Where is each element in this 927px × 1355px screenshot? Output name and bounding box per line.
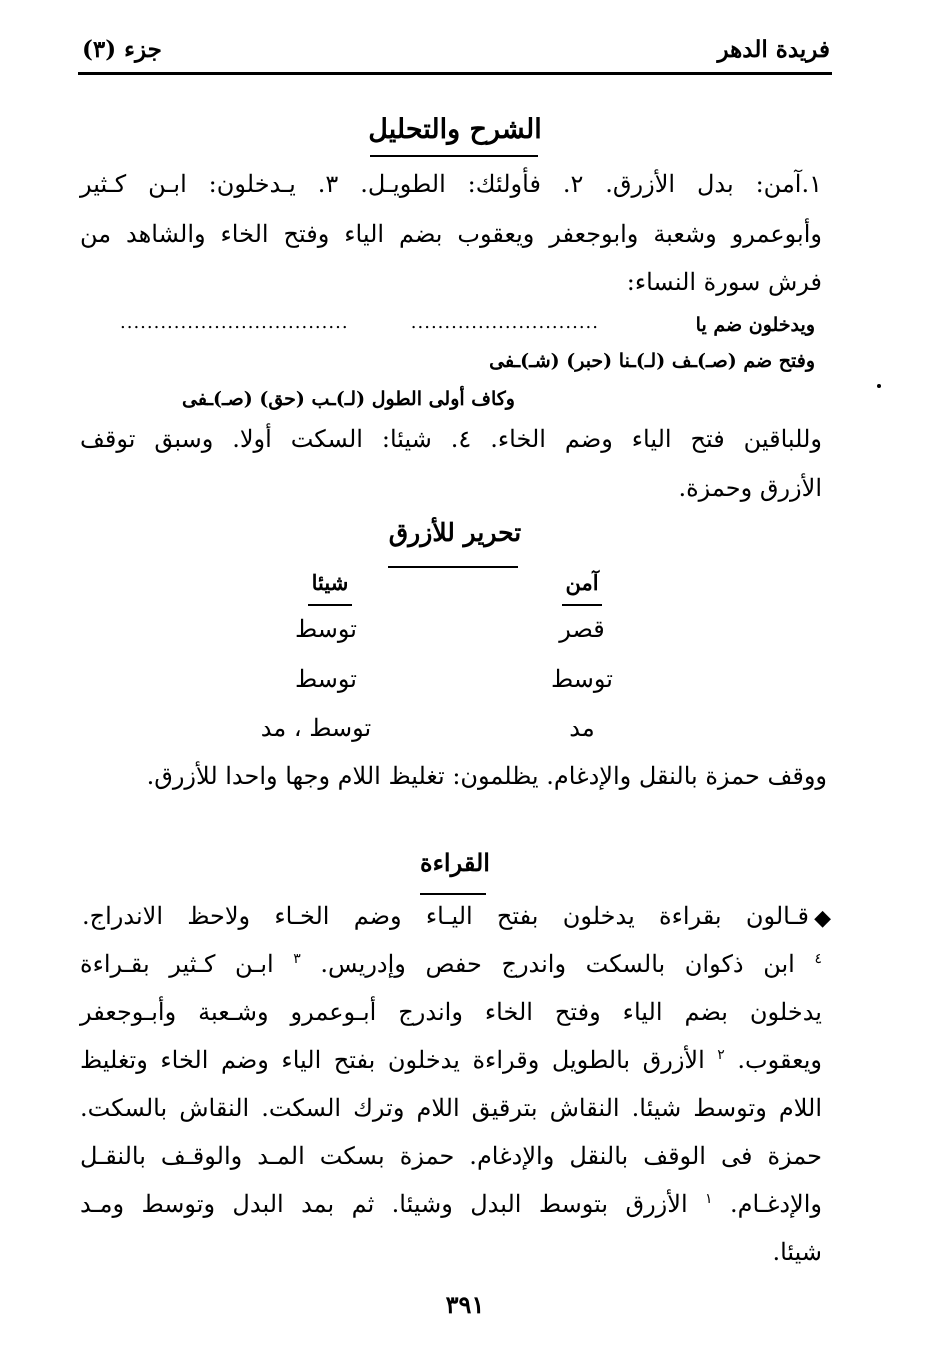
verse-dots-middle: ............................ (410, 312, 599, 333)
verse-dots-left: .................................. (120, 312, 349, 333)
footnote-marker: ٣ (293, 951, 301, 967)
sharh-line-4: وللباقين فتح الياء وضم الخاء. ٤. شيئا: السكت أولا. وسبق توقف (80, 425, 822, 453)
verse-line-2: وفتح ضم (صـ)ـف (لـ)ـنا (حبر) (شـ)ـفى (489, 350, 815, 372)
qiraa-line-4-part-a: ويعقوب. (737, 1046, 822, 1074)
sharh-line-3: فرش سورة النساء: (626, 268, 822, 296)
scan-speck (877, 384, 881, 388)
table-cell: توسط (295, 665, 357, 693)
column-header-shayan: شيئا (311, 570, 349, 595)
sharh-line-2: وأبوعمرو وشعبة وابوجعفر ويعقوب بضم الياء وفتح الخاء والشاهد من (80, 220, 822, 248)
sharh-line-1: ١.آمن: بدل الأزرق. ٢. فأولئك: الطويـل. ٣. يـدخلون: ابـن كـثير (80, 170, 822, 198)
table-cell: توسط ، مد (260, 714, 372, 742)
qiraa-line-7-part-a: والإدغـام. (729, 1190, 822, 1218)
footnote-marker: ٤ (814, 951, 822, 967)
verse-line-1: ويدخلون ضم يا (695, 314, 815, 336)
tahrir-note: ووقف حمزة بالنقل والإدغام. يظلمون: تغليظ اللام وجها واحدا للأزرق. (146, 762, 827, 790)
qiraa-line-6: حمزة فى الوقف بالنقل والإدغام. حمزة بسكت المـد والوقـف بالنقـل (80, 1142, 822, 1170)
qiraa-line-2 (80, 950, 822, 978)
sharh-heading: الشرح والتحليل (368, 114, 542, 145)
tahrir-heading-underline (388, 566, 518, 568)
column-header-amana-underline (562, 604, 602, 606)
verse-line-3: وكاف أولى الطول (لـ)ـب (حق) (صـ)ـفى (182, 388, 515, 410)
volume-label: جزء (٣) (82, 36, 162, 63)
column-header-amana: آمن (565, 570, 599, 595)
footnote-marker: ٢ (717, 1047, 725, 1063)
qiraa-heading: القراءة (420, 848, 490, 877)
sharh-line-5: الأزرق وحمزة. (678, 474, 822, 502)
table-cell: توسط (295, 615, 357, 643)
qiraa-line-4 (80, 1046, 822, 1074)
qiraa-line-2-part-a: ابن ذكوان بالسكت واندرج حفص وإدريس. (320, 950, 795, 978)
header-rule (78, 72, 832, 75)
footnote-marker: ١ (705, 1191, 713, 1207)
page-number: ٣٩١ (445, 1290, 485, 1319)
table-cell: توسط (551, 665, 613, 693)
tahrir-heading: تحرير للأزرق (388, 518, 522, 547)
table-cell: قصر (559, 615, 605, 643)
sharh-heading-underline (370, 155, 538, 157)
qiraa-line-8: شيئا. (772, 1238, 822, 1266)
book-title: فريدة الدهر (717, 36, 830, 63)
column-header-shayan-underline (308, 604, 352, 606)
qiraa-heading-underline (420, 893, 486, 895)
qiraa-line-5: اللام وتوسط شيئا. النقاش بترقيق اللام وترك السكت. النقاش بالسكت. (80, 1094, 822, 1122)
qiraa-line-7 (80, 1190, 822, 1218)
qiraa-line-7-part-b: الأزرق بتوسط البدل وشيئا. ثم بمد البدل وتوسط ومـد (80, 1190, 688, 1218)
qiraa-line-4-part-b: الأزرق بالطويل وقراءة يدخلون بفتح الياء وضم الخاء وتغليظ (80, 1046, 705, 1074)
table-cell: مد (569, 714, 595, 742)
qiraa-line-1: قـالون بقراءة يدخلون بفتح اليـاء وضم الخـاء ولاحظ الاندراج. (82, 902, 809, 930)
qiraa-line-2-part-b: ابـن كـثير بقـراءة (80, 950, 274, 978)
bullet-icon: ◆ (814, 906, 831, 931)
qiraa-line-3: يدخلون بضم الياء وفتح الخاء واندرج أبـوعمرو وشـعبة وأبـوجعفر (80, 998, 822, 1026)
